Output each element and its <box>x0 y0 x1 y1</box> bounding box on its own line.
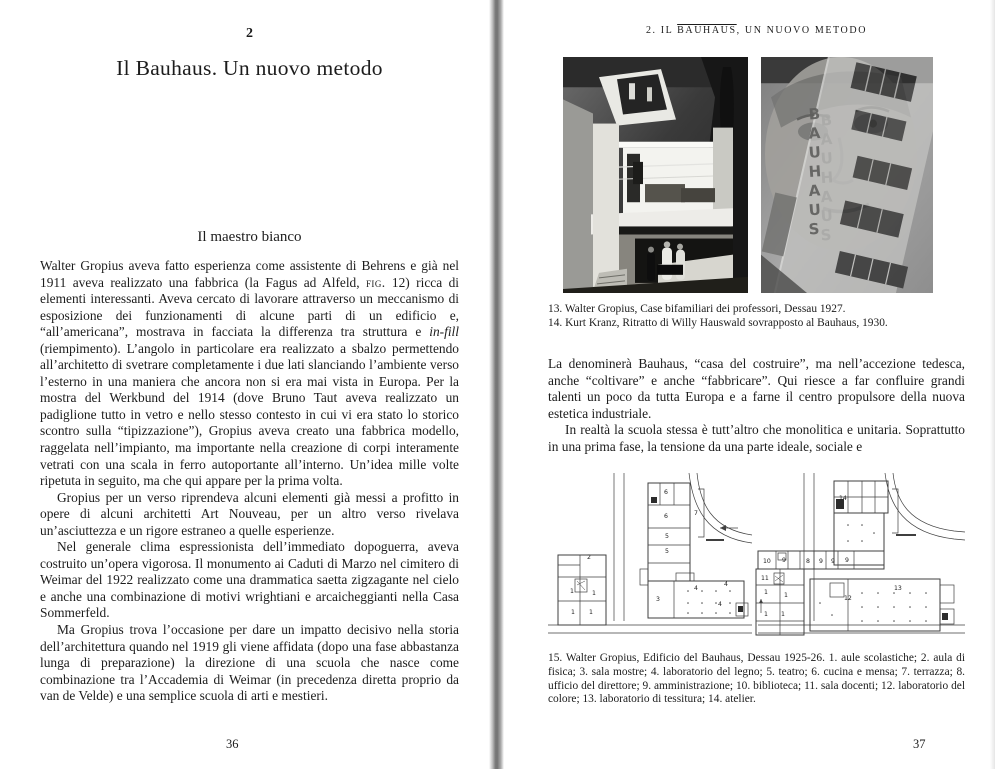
page-number-36: 36 <box>226 737 239 751</box>
figure-15-plan-art <box>548 473 965 645</box>
svg-text:B: B <box>808 104 821 124</box>
svg-text:10: 10 <box>763 558 771 565</box>
svg-text:3: 3 <box>656 596 660 603</box>
svg-text:11: 11 <box>761 575 769 582</box>
svg-text:B: B <box>820 110 833 130</box>
svg-text:U: U <box>820 149 834 168</box>
running-head-prefix: 2. IL <box>645 25 678 36</box>
svg-text:U: U <box>808 200 822 220</box>
svg-text:U: U <box>820 206 834 226</box>
paragraph-1 <box>40 258 459 490</box>
italic-term-infill: in-fill <box>429 324 459 340</box>
figure-captions-13-14 <box>548 303 965 330</box>
figure-15-plan <box>548 473 965 645</box>
svg-text:A: A <box>808 123 821 143</box>
chapter-title: Il Bauhaus. Un nuovo metodo <box>116 56 383 80</box>
figure-14-photo-art <box>761 57 933 293</box>
right-page-body <box>548 356 965 455</box>
fig-reference: fig. <box>366 274 386 290</box>
paragraph-4: Ma Gropius trova l’occasione per dare un impatto decisivo nella storia dell’architettura quando nel 1919 gli viene affidata (dopo una fase abbastanza lunga di preparazione) la direzione di una scuola che nasce come combinazione tra l’Accademia di Weimar (in precedenza diretta proprio da van de Velde) e una semplice scuola di arti e mestieri. <box>40 622 459 704</box>
svg-text:A: A <box>820 187 833 207</box>
paragraph-1-text: 12) ricca di elementi interessanti. Aveva cercato di lavorare attraverso un meccanismo di esposizione dei funzionamenti di alcune parti di un edificio e, “all’americana”, mostrava in facciata la differenza tra struttura e <box>40 274 459 340</box>
caption-14: 14. Kurt Kranz, Ritratto di Willy Hauswald sovrapposto al Bauhaus, 1930. <box>548 316 888 329</box>
svg-text:H: H <box>820 168 834 188</box>
svg-text:9: 9 <box>845 557 849 564</box>
svg-text:1: 1 <box>764 611 768 618</box>
section-heading: Il maestro bianco <box>197 229 302 245</box>
svg-text:1: 1 <box>784 592 788 599</box>
plan-room-numbers <box>570 489 902 618</box>
svg-text:6: 6 <box>664 489 668 496</box>
svg-text:S: S <box>820 225 833 245</box>
paragraph-5: La denominerà Bauhaus, “casa del costruire”, ma nell’accezione tedesca, anche “coltivare” e anche “fabbricare”. Qui riesce a far confluire grandi talenti un poco da tutta Europa e a farne il centro propulsore della nuova estetica industriale. <box>548 356 965 421</box>
caption-15: 15. Walter Gropius, Edificio del Bauhaus, Dessau 1925-26. 1. aule scolastiche; 2. aula di fisica; 3. sala mostre; 4. laboratorio del legno; 5. teatro; 6. cucina e mensa; 7. terrazza; 8. ufficio del direttore; 9. amministrazione; 10. biblioteca; 11. sala docenti; 12. laboratorio del colore; 13. laboratorio di tessitura; 14. atelier. <box>548 652 965 706</box>
svg-text:H: H <box>808 162 822 182</box>
svg-text:1: 1 <box>781 611 785 618</box>
svg-text:9: 9 <box>819 558 823 565</box>
svg-text:1: 1 <box>570 588 574 595</box>
svg-text:1: 1 <box>592 590 596 597</box>
left-page-body <box>40 258 459 705</box>
running-head <box>548 25 965 36</box>
running-head-bauhaus: BAUHAUS <box>677 25 737 36</box>
svg-text:13: 13 <box>894 585 902 592</box>
svg-text:5: 5 <box>665 533 669 540</box>
page-gutter <box>489 0 504 769</box>
svg-text:4: 4 <box>718 601 722 608</box>
caption-13: 13. Walter Gropius, Case bifamiliari dei professori, Dessau 1927. <box>548 303 846 315</box>
bauhaus-vertical-lettering <box>808 105 834 245</box>
svg-text:1: 1 <box>589 609 593 616</box>
paragraph-2: Gropius per un verso riprendeva alcuni elementi già messi a profitto in opere di alcuni architetti Art Nouveau, per un altro verso rivelava un’asciuttezza e un rigore estraneo a quelle esperienze. <box>40 489 459 538</box>
svg-text:1: 1 <box>764 589 768 596</box>
running-head-suffix: , UN NUOVO METODO <box>736 25 868 36</box>
paragraph-1-text: (riempimento). L’angolo in particolare era realizzato a sbalzo permettendo all’architetto di svetrare completamente i due lati slanciando l’ambiente verso l’esterno in una maniera che ancora non si era mai vista in Europa. Per la mostra del Werkbund del 1914 (dove Bruno Taut aveva realizzato un padiglione tutto in vetro e nello stesso contesto in cui vi era stato lo storico scontro sulla “tipizzazione”), Gropius aveva creato una fabbrica modello, raggelata nell’impianto, ma importante nella creazione di corpi interamente vetrati con una scala in ferro autoportante all’interno. Un’idea mille volte ripetuta in seguito, ma che qui appare per la prima volta. <box>40 340 459 489</box>
paragraph-1-text: Walter Gropius aveva fatto esperienza come assistente di Behrens e già nel 1911 aveva realizzato una fabbrica (la Fagus ad Alfeld, <box>40 258 459 290</box>
figure-13-photo-art <box>563 57 748 293</box>
svg-text:4: 4 <box>694 585 698 592</box>
svg-text:5: 5 <box>665 548 669 555</box>
page-number-37: 37 <box>913 737 926 751</box>
svg-text:8: 8 <box>806 558 810 565</box>
svg-text:1: 1 <box>571 609 575 616</box>
paragraph-3: Nel generale clima espressionista dell’immediato dopoguerra, aveva costruito un’opera vigorosa. Il monumento ai Caduti di Marzo nel cimitero di Weimar del 1922 realizzato come una drammatica saetta zigzagante nel cielo e anche una combinazione di motivi wrightiani e arcaicheggianti nella Casa Sommerfeld. <box>40 539 459 621</box>
svg-text:9: 9 <box>831 558 835 565</box>
svg-text:6: 6 <box>664 513 668 520</box>
paragraph-6: In realtà la scuola stessa è tutt’altro che monolitica e unitaria. Soprattutto in una prima fase, la tensione da una parte ideale, sociale e <box>548 422 965 454</box>
svg-text:A: A <box>820 129 833 149</box>
chapter-number: 2 <box>246 26 253 41</box>
figure-14-photo <box>761 57 933 293</box>
svg-text:A: A <box>808 181 821 201</box>
svg-text:U: U <box>808 142 822 162</box>
svg-text:2: 2 <box>587 554 591 561</box>
svg-text:4: 4 <box>724 581 728 588</box>
svg-text:9: 9 <box>782 557 786 564</box>
svg-text:12: 12 <box>844 595 852 602</box>
svg-text:S: S <box>808 219 821 239</box>
page-edge-shadow <box>990 0 995 769</box>
svg-text:7: 7 <box>694 510 698 517</box>
figure-13-photo <box>563 57 748 293</box>
svg-text:14: 14 <box>839 495 847 502</box>
